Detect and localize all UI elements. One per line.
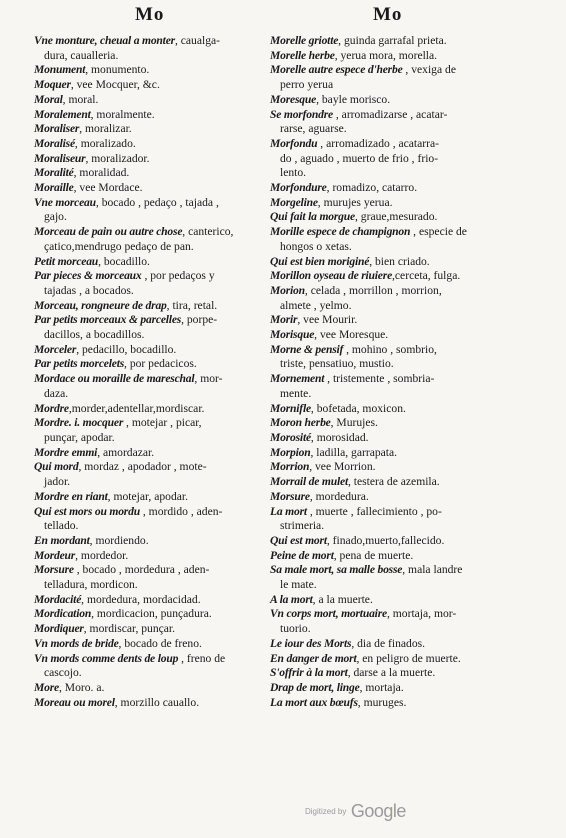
entry-headword: Moraliser <box>34 122 80 136</box>
entry-translation: , en peligro de muerte. <box>356 651 461 665</box>
entry-headword: Petit morceau <box>34 254 99 268</box>
entry-translation: , mordicacion, punçadura. <box>91 607 212 621</box>
entry-headword: Moral <box>34 92 63 106</box>
entry-translation: , arromadizarse , acatar- <box>332 107 448 121</box>
digitized-watermark <box>305 801 406 822</box>
entry-headword: Morsure <box>34 563 74 577</box>
entry-continuation: le mate. <box>280 578 317 592</box>
dictionary-entry <box>270 49 540 64</box>
entry-translation: , moralmente. <box>90 107 155 121</box>
dictionary-entry <box>270 666 540 681</box>
dictionary-entry <box>34 313 264 342</box>
entry-translation: , mordedor. <box>75 548 129 562</box>
entry-translation: , moralidad. <box>73 166 130 180</box>
entry-translation: , celada , morrillon , morrion, <box>304 283 442 297</box>
entry-translation: , bien criado. <box>369 254 430 268</box>
entry-headword: Morne & pensif <box>270 342 344 356</box>
dictionary-entry <box>34 255 264 270</box>
entry-headword: Morion <box>270 283 305 297</box>
entry-continuation: strimeria. <box>280 519 325 533</box>
entry-headword: Par petits morceaux & parcelles <box>34 313 182 327</box>
entry-headword: Morfondure <box>270 181 327 195</box>
entry-translation: , dia de finados. <box>351 636 426 650</box>
entry-translation: , especie de <box>410 225 467 239</box>
dictionary-entry <box>270 637 540 652</box>
entry-headword: Morisque <box>270 328 315 342</box>
dictionary-entry <box>34 166 264 181</box>
entry-headword: Mordiquer <box>34 622 84 636</box>
dictionary-entry <box>34 34 264 63</box>
dictionary-entry <box>270 181 540 196</box>
entry-headword: Moreau ou morel <box>34 695 115 709</box>
dictionary-entry <box>34 343 264 358</box>
entry-translation: , amordazar. <box>97 445 155 459</box>
dictionary-entry <box>34 622 264 637</box>
entry-translation: , Moro. a. <box>58 680 105 694</box>
entry-translation: , porpe- <box>181 313 218 327</box>
entry-continuation: lento. <box>280 166 307 180</box>
entry-continuation: triste, pensatiuo, mustio. <box>280 357 394 371</box>
dictionary-entry <box>34 696 264 711</box>
dictionary-entry <box>34 534 264 549</box>
dictionary-entry <box>270 475 540 490</box>
entry-headword: Mornifle <box>270 401 311 415</box>
dictionary-entry <box>270 696 540 711</box>
entry-translation: , freno de <box>178 651 226 665</box>
entry-headword: S'offrir à la mort <box>270 666 348 680</box>
entry-headword: Vn mords de bride <box>34 636 119 650</box>
entry-translation: , bocado de freno. <box>118 636 202 650</box>
dictionary-entry <box>270 328 540 343</box>
dictionary-entry <box>34 416 264 445</box>
dictionary-entry <box>34 505 264 534</box>
google-logo: Google <box>350 801 406 821</box>
entry-translation: , mordedura. <box>309 489 369 503</box>
entry-continuation: gajo. <box>44 210 67 224</box>
entry-translation: , bocadillo. <box>98 254 150 268</box>
entry-translation: , testera de azemila. <box>347 475 440 489</box>
entry-headword: La mort aux bœufs <box>270 695 358 709</box>
entry-headword: Morillon oyseau de riuiere <box>270 269 393 283</box>
entry-continuation: telladura, mordicon. <box>44 578 138 592</box>
dictionary-entry <box>34 607 264 622</box>
entry-translation: , vee Moresque. <box>314 328 389 342</box>
entry-headword: Morgeline <box>270 195 318 209</box>
entry-headword: Qui est bien moriginé <box>270 254 370 268</box>
entry-translation: , bocado , mordedura , aden- <box>73 563 210 577</box>
dictionary-entry <box>270 563 540 592</box>
entry-translation: , morzillo cauallo. <box>114 695 200 709</box>
entry-translation: , vee Mordace. <box>73 181 143 195</box>
entry-translation: , romadizo, catarro. <box>326 181 418 195</box>
dictionary-entry <box>270 196 540 211</box>
entry-headword: Mordre <box>34 401 69 415</box>
entry-headword: Morsure <box>270 489 310 503</box>
dictionary-entry <box>34 652 264 681</box>
dictionary-entry <box>270 34 540 49</box>
dictionary-entry <box>270 446 540 461</box>
entry-headword: Morelle griotte <box>270 34 339 47</box>
dictionary-entry <box>270 372 540 401</box>
entry-translation: , mordido , aden- <box>139 504 223 518</box>
dictionary-entry <box>34 137 264 152</box>
dictionary-entry <box>34 122 264 137</box>
entry-translation: , morosidad. <box>310 430 369 444</box>
entry-headword: Par pieces & morceaux <box>34 269 142 283</box>
entry-headword: Morrion <box>270 460 310 474</box>
entry-continuation: daza. <box>44 386 69 400</box>
entry-translation: , bofetada, moxicon. <box>310 401 406 415</box>
dictionary-entry <box>34 196 264 225</box>
left-column <box>34 34 264 710</box>
dictionary-entry <box>34 372 264 401</box>
entry-translation: , pena de muerte. <box>333 548 414 562</box>
entry-headword: Mordre. i. mocquer <box>34 416 124 430</box>
entry-translation: , motejar , picar, <box>123 416 202 430</box>
entry-headword: Moralité <box>34 166 74 180</box>
entry-continuation: dura, caualleria. <box>44 48 119 62</box>
entry-translation: , bocado , pedaço , tajada , <box>95 195 219 209</box>
entry-continuation: çatico,mendrugo pedaço de pan. <box>44 239 194 253</box>
entry-headword: La mort <box>270 504 307 518</box>
dictionary-entry <box>270 402 540 417</box>
entry-translation: , pedacillo, bocadillo. <box>76 342 177 356</box>
dictionary-entry <box>34 549 264 564</box>
dictionary-entry <box>270 534 540 549</box>
entry-headword: En mordant <box>34 533 90 547</box>
dictionary-entry <box>34 108 264 123</box>
entry-translation: , por pedacicos. <box>124 357 197 371</box>
entry-headword: Sa male mort, sa malle bosse <box>270 563 403 577</box>
entry-headword: Mordre emmi <box>34 445 98 459</box>
entry-translation: , darse a la muerte. <box>347 666 436 680</box>
entry-headword: Moralisé <box>34 136 75 150</box>
entry-translation: , mordiendo. <box>89 533 149 547</box>
dictionary-entry <box>34 78 264 93</box>
entry-continuation: rarse, aguarse. <box>280 122 347 136</box>
dictionary-entry <box>34 593 264 608</box>
entry-translation: , arromadizado , acatarra- <box>317 136 440 150</box>
digitized-label: Digitized by <box>305 807 347 816</box>
dictionary-entry <box>34 460 264 489</box>
dictionary-entry <box>34 299 264 314</box>
entry-continuation: dacillos, a bocadillos. <box>44 328 145 342</box>
entry-translation: , moralizar. <box>79 122 132 136</box>
entry-headword: Morille espece de champignon <box>270 225 411 239</box>
dictionary-entry <box>270 108 540 137</box>
dictionary-entry <box>270 607 540 636</box>
dictionary-entry <box>34 490 264 505</box>
dictionary-entry <box>34 63 264 78</box>
entry-headword: Mordeur <box>34 548 76 562</box>
entry-headword: Moraliseur <box>34 151 86 165</box>
entry-translation: , murujes yerua. <box>317 195 393 209</box>
entry-translation: , muerte , fallecimiento , po- <box>306 504 442 518</box>
entry-translation: , Murujes. <box>330 416 378 430</box>
entry-continuation: tajadas , a bocados. <box>44 283 134 297</box>
entry-headword: Mordace ou moraille de mareschal <box>34 372 195 386</box>
entry-headword: Vn corps mort, mortuaire <box>270 607 387 621</box>
entry-translation: , mor- <box>194 372 223 386</box>
header-right: Mo <box>373 4 403 25</box>
dictionary-entry <box>34 446 264 461</box>
entry-headword: Morceler <box>34 342 77 356</box>
entry-translation: , mordedura, mordacidad. <box>81 592 201 606</box>
entry-continuation: perro yerua <box>280 78 334 92</box>
dictionary-entry <box>34 225 264 254</box>
entry-translation: , moralizado. <box>74 136 136 150</box>
entry-headword: Peine de mort <box>270 548 334 562</box>
dictionary-entry <box>34 563 264 592</box>
entry-translation: , ladilla, garrapata. <box>310 445 398 459</box>
entry-headword: Morelle autre espece d'herbe <box>270 63 403 77</box>
dictionary-entry <box>34 637 264 652</box>
entry-headword: Mordication <box>34 607 92 621</box>
entry-translation: , vee Morrion. <box>309 460 376 474</box>
entry-translation: , por pedaços y <box>141 269 215 283</box>
entry-headword: Qui fait la morgue <box>270 210 355 224</box>
entry-headword: Morosité <box>270 430 311 444</box>
entry-headword: Mordre en riant <box>34 489 108 503</box>
entry-translation: , mordiscar, punçar. <box>83 622 176 636</box>
entry-translation: , vexiga de <box>402 63 456 77</box>
entry-continuation: cascojo. <box>44 666 82 680</box>
dictionary-entry <box>270 63 540 92</box>
entry-headword: Moralement <box>34 107 91 121</box>
entry-translation: , guinda garrafal prieta. <box>338 34 447 47</box>
entry-translation: ,morder,adentellar,mordiscar. <box>68 401 205 415</box>
entry-headword: Moron herbe <box>270 416 331 430</box>
entry-translation: , mordaz , apodador , mote- <box>78 460 207 474</box>
entry-headword: Morceau, rongneure de drap <box>34 298 167 312</box>
entry-headword: Vne monture, cheual a monter <box>34 34 175 47</box>
entry-translation: , a la muerte. <box>312 592 373 606</box>
entry-headword: Se morfondre <box>270 107 333 121</box>
dictionary-entry <box>270 460 540 475</box>
entry-headword: Par petits morcelets <box>34 357 125 371</box>
entry-translation: , mortaja, mor- <box>386 607 457 621</box>
entry-headword: Vn mords comme dents de loup <box>34 651 179 665</box>
entry-headword: Morir <box>270 313 298 327</box>
header-left: Mo <box>135 4 165 25</box>
entry-headword: Morpion <box>270 445 311 459</box>
entry-continuation: hongos o xetas. <box>280 239 352 253</box>
entry-continuation: punçar, apodar. <box>44 430 115 444</box>
entry-translation: , tira, retal. <box>166 298 218 312</box>
entry-headword: Monument <box>34 63 86 77</box>
dictionary-entry <box>270 593 540 608</box>
dictionary-entry <box>270 255 540 270</box>
dictionary-entry <box>270 225 540 254</box>
entry-headword: Morrail de mulet <box>270 475 348 489</box>
entry-headword: Moraille <box>34 181 74 195</box>
entry-continuation: tellado. <box>44 519 79 533</box>
entry-continuation: tuorio. <box>280 622 311 636</box>
entry-headword: A la mort <box>270 592 313 606</box>
entry-translation: , caualga- <box>174 34 221 47</box>
dictionary-entry <box>270 431 540 446</box>
entry-translation: , graue,mesurado. <box>354 210 438 224</box>
dictionary-entry <box>34 269 264 298</box>
entry-headword: Mornement <box>270 372 325 386</box>
entry-continuation: jador. <box>44 475 71 489</box>
entry-translation: , vee Mourir. <box>297 313 358 327</box>
entry-headword: Le iour des Morts <box>270 636 352 650</box>
entry-translation: , vee Mocquer, &c. <box>70 78 160 92</box>
entry-translation: , canterico, <box>182 225 234 239</box>
entry-headword: En danger de mort <box>270 651 357 665</box>
dictionary-entry <box>270 210 540 225</box>
entry-continuation: mente. <box>280 386 312 400</box>
entry-headword: Qui est mors ou mordu <box>34 504 140 518</box>
entry-translation: , finado,muerto,fallecido. <box>326 533 445 547</box>
entry-headword: Moquer <box>34 78 71 92</box>
entry-translation: , monumento. <box>85 63 150 77</box>
dictionary-entry <box>34 181 264 196</box>
right-column <box>270 34 540 710</box>
entry-translation: , bayle morisco. <box>316 92 391 106</box>
entry-translation: , motejar, apodar. <box>107 489 189 503</box>
entry-translation: , muruges. <box>357 695 407 709</box>
entry-translation: , yerua mora, morella. <box>334 48 438 62</box>
dictionary-entry <box>34 357 264 372</box>
entry-translation: , moral. <box>62 92 99 106</box>
dictionary-entry <box>270 137 540 181</box>
entry-continuation: do , aguado , muerto de frio , frio- <box>280 151 439 165</box>
dictionary-entry <box>270 313 540 328</box>
dictionary-entry <box>34 93 264 108</box>
dictionary-entry <box>270 343 540 372</box>
entry-translation: , tristemente , sombria- <box>324 372 435 386</box>
entry-continuation: almete , yelmo. <box>280 298 352 312</box>
entry-headword: Drap de mort, linge <box>270 680 360 694</box>
dictionary-entry <box>270 652 540 667</box>
entry-translation: , mala landre <box>402 563 463 577</box>
dictionary-entry <box>270 549 540 564</box>
dictionary-entry <box>270 416 540 431</box>
dictionary-entry <box>270 284 540 313</box>
dictionary-entry <box>34 152 264 167</box>
entry-headword: More <box>34 680 59 694</box>
entry-headword: Morceau de pain ou autre chose <box>34 225 183 239</box>
entry-translation: , mortaja. <box>359 680 404 694</box>
entry-translation: , mohino , sombrio, <box>343 342 437 356</box>
entry-translation: , moralizador. <box>85 151 150 165</box>
dictionary-entry <box>270 681 540 696</box>
entry-headword: Qui est mort <box>270 533 327 547</box>
entry-headword: Qui mord <box>34 460 79 474</box>
dictionary-entry <box>34 402 264 417</box>
entry-headword: Moresque <box>270 92 317 106</box>
entry-headword: Mordacité <box>34 592 82 606</box>
dictionary-entry <box>270 93 540 108</box>
dictionary-entry <box>270 505 540 534</box>
entry-headword: Morfondu <box>270 136 318 150</box>
entry-translation: ,cerceta, fulga. <box>392 269 461 283</box>
entry-headword: Morelle herbe <box>270 48 335 62</box>
dictionary-entry <box>34 681 264 696</box>
dictionary-entry <box>270 269 540 284</box>
dictionary-entry <box>270 490 540 505</box>
entry-headword: Vne morceau <box>34 195 96 209</box>
